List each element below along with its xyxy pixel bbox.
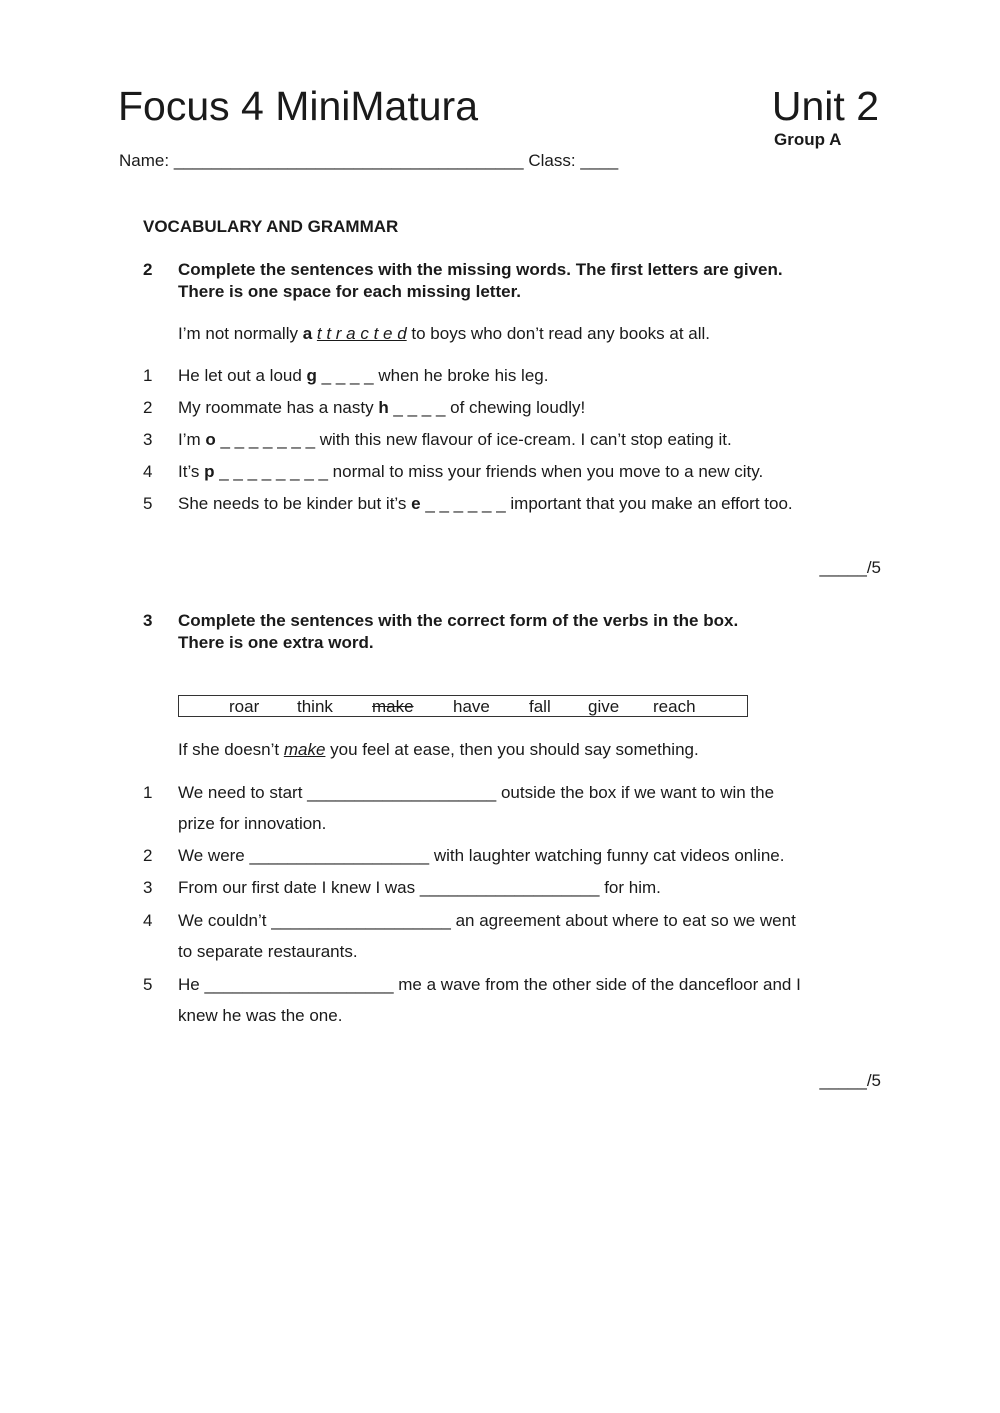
- item-text: _ _ _ _ _ _ important that you make an effort too.: [420, 494, 793, 513]
- item-line: knew he was the one.: [178, 1006, 343, 1025]
- exercise-2-instruction: [178, 259, 783, 303]
- item-line: From our first date I knew I was ___________________ for him.: [178, 878, 661, 897]
- item-text: _ _ _ _ when he broke his leg.: [316, 366, 549, 385]
- exercise-2-item[interactable]: [178, 461, 763, 483]
- word-box-item: fall: [529, 697, 551, 716]
- item-number: 2: [143, 846, 153, 865]
- exercise-3-example: [178, 740, 699, 760]
- item-letter: p: [204, 462, 215, 481]
- exercise-2-number: 2: [143, 260, 153, 279]
- section-title: VOCABULARY AND GRAMMAR: [143, 217, 399, 236]
- item-letter: e: [411, 494, 421, 513]
- item-text: I’m: [178, 430, 206, 449]
- exercise-3-instruction: [178, 610, 738, 654]
- item-text: He let out a loud: [178, 366, 307, 385]
- item-line: We were ___________________ with laughter watching funny cat videos online.: [178, 846, 785, 865]
- example-letter: a: [302, 324, 313, 343]
- word-box-item: reach: [653, 697, 696, 716]
- word-box-item: think: [297, 697, 333, 716]
- item-number: 5: [143, 494, 153, 513]
- exercise-3-item[interactable]: [178, 910, 796, 963]
- item-line: We need to start ____________________ outside the box if we want to win the: [178, 783, 775, 802]
- example-text: I’m not normally: [178, 324, 303, 343]
- exercise-3-item[interactable]: [178, 845, 784, 867]
- exercise-2-item[interactable]: [178, 429, 732, 451]
- word-box-item: have: [453, 697, 490, 716]
- item-number: 5: [143, 975, 153, 994]
- item-number: 3: [143, 878, 153, 897]
- word-box-item-crossed: make: [372, 697, 414, 716]
- example-answer: t t r a c t e d: [316, 324, 407, 343]
- unit-label: Unit 2: [771, 83, 879, 129]
- item-number: 1: [143, 783, 153, 802]
- page-title: Focus 4 MiniMatura: [118, 83, 479, 129]
- exercise-2-example: [178, 324, 710, 344]
- name-label: Name:: [119, 151, 170, 170]
- item-number: 3: [143, 430, 153, 449]
- example-text: to boys who don’t read any books at all.: [406, 324, 711, 343]
- exercise-2-item[interactable]: [178, 493, 793, 515]
- item-number: 4: [143, 911, 153, 930]
- exercise-2-item[interactable]: [178, 365, 548, 387]
- item-text: _ _ _ _ of chewing loudly!: [388, 398, 586, 417]
- item-line: prize for innovation.: [178, 814, 327, 833]
- item-line: He ____________________ me a wave from the other side of the dancefloor and I: [178, 975, 801, 994]
- item-number: 2: [143, 398, 153, 417]
- item-line: We couldn’t ___________________ an agreement about where to eat so we went: [178, 911, 796, 930]
- instruction-line: Complete the sentences with the missing words. The first letters are given.: [178, 260, 783, 279]
- exercise-2-score[interactable]: _____/5: [819, 558, 881, 577]
- item-number: 4: [143, 462, 153, 481]
- example-text: If she doesn’t: [178, 740, 284, 759]
- name-blank[interactable]: _____________________________________: [173, 151, 524, 170]
- class-label: Class:: [528, 151, 576, 170]
- word-box: [178, 695, 748, 717]
- exercise-2-item[interactable]: [178, 397, 585, 419]
- item-letter: o: [205, 430, 216, 449]
- exercise-3-score[interactable]: _____/5: [819, 1071, 881, 1090]
- name-class-line: [119, 151, 618, 171]
- item-text: _ _ _ _ _ _ _ _ normal to miss your friends when you move to a new city.: [214, 462, 764, 481]
- item-text: It’s: [178, 462, 205, 481]
- item-letter: g: [306, 366, 317, 385]
- instruction-line: There is one space for each missing letter.: [178, 282, 521, 301]
- word-box-item: give: [588, 697, 620, 716]
- word-box-item: roar: [229, 697, 260, 716]
- example-text: you feel at ease, then you should say something.: [325, 740, 699, 759]
- item-text: My roommate has a nasty: [178, 398, 379, 417]
- exercise-3-number: 3: [143, 611, 153, 630]
- item-text: She needs to be kinder but it’s: [178, 494, 412, 513]
- instruction-line: There is one extra word.: [178, 633, 374, 652]
- exercise-3-item[interactable]: [178, 782, 774, 835]
- instruction-line: Complete the sentences with the correct form of the verbs in the box.: [178, 611, 739, 630]
- exercise-3-item[interactable]: [178, 877, 661, 899]
- item-line: to separate restaurants.: [178, 942, 358, 961]
- item-letter: h: [378, 398, 389, 417]
- item-number: 1: [143, 366, 153, 385]
- item-text: _ _ _ _ _ _ _ with this new flavour of ice-cream. I can’t stop eating it.: [215, 430, 732, 449]
- class-blank[interactable]: ____: [580, 151, 619, 170]
- group-label: Group A: [774, 130, 842, 149]
- example-answer: make: [283, 740, 326, 759]
- exercise-3-item[interactable]: [178, 974, 801, 1027]
